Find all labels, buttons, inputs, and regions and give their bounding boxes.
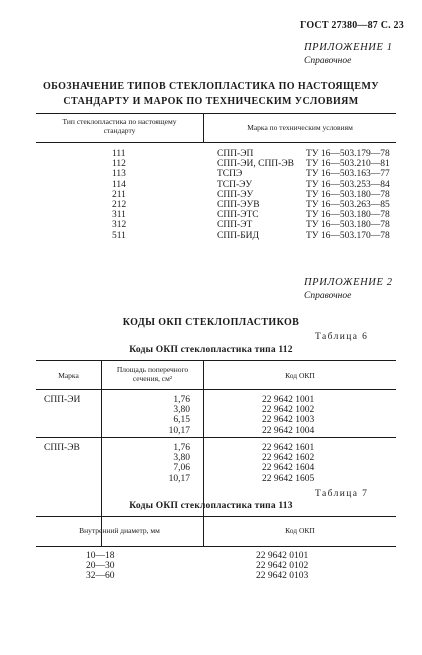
table-rule [36, 389, 396, 390]
column-header-diameter: Внутренний диаметр, мм [79, 526, 160, 535]
table-rule [36, 360, 396, 361]
column-header-code: Код ОКП [285, 526, 315, 535]
appendix-1-heading-line-2: СТАНДАРТУ И МАРОК ПО ТЕХНИЧЕСКИМ УСЛОВИЯМ [63, 96, 359, 107]
column-header-mark: Марка [58, 371, 79, 380]
type-cell: 211 [112, 189, 126, 200]
code-cell: 22 9642 1604 [262, 463, 315, 474]
appendix-2-heading: КОДЫ ОКП СТЕКЛОПЛАСТИКОВ [122, 317, 300, 328]
tu-cell: ТУ 16—503.210—81 [306, 159, 390, 170]
diameter-cell: 32—60 [86, 571, 115, 582]
appendix-1-heading-line-1: ОБОЗНАЧЕНИЕ ТИПОВ СТЕКЛОПЛАСТИКА ПО НАСТОЯЩЕМУ [42, 81, 380, 92]
mark-cell: СПП-ЭТ [217, 220, 253, 231]
appendix-1-subtitle: Справочное [304, 56, 352, 66]
code-cell: 22 9642 1002 [262, 405, 315, 416]
appendix-2-title: ПРИЛОЖЕНИЕ 2 [304, 277, 393, 288]
table-6-caption: Таблица 6 [315, 332, 369, 342]
appendix-2-subtitle: Справочное [304, 291, 352, 301]
mark-cell: СПП-ЭУВ [217, 200, 260, 210]
area-cell: 7,06 [173, 463, 190, 474]
mark-cell: СПП-ЭП [217, 149, 254, 159]
table-7-caption: Таблица 7 [315, 489, 369, 499]
appendix-1-title: ПРИЛОЖЕНИЕ 1 [304, 42, 393, 53]
table-rule [36, 546, 396, 547]
table-rule [36, 516, 396, 517]
area-cell: 6,15 [173, 415, 190, 426]
code-cell: 22 9642 1003 [262, 415, 315, 426]
diameter-cell: 10—18 [86, 551, 115, 561]
code-cell: 22 9642 1004 [262, 425, 315, 436]
column-header-area: Площадь поперечного сечения, см² [116, 365, 189, 383]
column-header-code: Код ОКП [285, 371, 315, 380]
type-cell: 113 [112, 169, 126, 180]
table-7-title: Коды ОКП стеклопластика типа 113 [129, 501, 293, 511]
table-rule [36, 437, 396, 438]
area-cell: 10,17 [168, 473, 190, 484]
table-rule [36, 142, 396, 143]
code-cell: 22 9642 1001 [262, 395, 315, 405]
tu-cell: ТУ 16—503.163—77 [306, 169, 390, 180]
column-header-type: Тип стеклопластика по настоящему стандарту [62, 117, 177, 135]
document-reference: ГОСТ 27380—87 С. 23 [300, 20, 404, 31]
type-cell: 212 [112, 200, 127, 210]
table-6-title: Коды ОКП стеклопластика типа 112 [129, 345, 293, 355]
mark-cell: ТСПЭ [217, 169, 243, 180]
mark-cell: СПП-ЭВ [44, 443, 80, 453]
tu-cell: ТУ 16—503.180—78 [306, 220, 390, 231]
code-cell: 22 9642 0102 [256, 561, 309, 572]
area-cell: 1,76 [173, 395, 190, 405]
type-cell: 112 [112, 159, 126, 170]
column-header-mark: Марка по техническим условиям [247, 123, 353, 132]
area-cell: 3,80 [173, 453, 190, 464]
area-cell: 3,80 [173, 405, 190, 416]
table-rule [36, 113, 396, 114]
mark-cell: СПП-ЭИ [44, 395, 81, 405]
mark-cell: СПП-ЭТС [217, 210, 259, 221]
mark-cell: СПП-ЭИ, СПП-ЭВ [217, 159, 294, 170]
type-cell: 312 [112, 220, 127, 231]
code-cell: 22 9642 1605 [262, 473, 315, 484]
area-cell: 1,76 [173, 443, 190, 453]
tu-cell: ТУ 16—503.170—78 [306, 230, 390, 241]
tu-cell: ТУ 16—503.179—78 [306, 149, 390, 159]
tu-cell: ТУ 16—503.263—85 [306, 200, 390, 210]
column-divider [101, 360, 102, 546]
code-cell: 22 9642 0101 [256, 551, 309, 561]
type-cell: 114 [112, 179, 126, 190]
code-cell: 22 9642 0103 [256, 571, 309, 582]
diameter-cell: 20—30 [86, 561, 115, 572]
mark-cell: СПП-ЭУ [217, 189, 254, 200]
type-cell: 511 [112, 230, 126, 241]
tu-cell: ТУ 16—503.180—78 [306, 210, 390, 221]
area-cell: 10,17 [168, 425, 190, 436]
type-cell: 311 [112, 210, 126, 221]
tu-cell: ТУ 16—503.253—84 [306, 179, 390, 190]
tu-cell: ТУ 16—503.180—78 [306, 189, 390, 200]
code-cell: 22 9642 1601 [262, 443, 315, 453]
mark-cell: ТСП-ЭУ [217, 179, 253, 190]
type-cell: 111 [112, 149, 126, 159]
code-cell: 22 9642 1602 [262, 453, 315, 464]
mark-cell: СПП-БИД [217, 230, 260, 241]
